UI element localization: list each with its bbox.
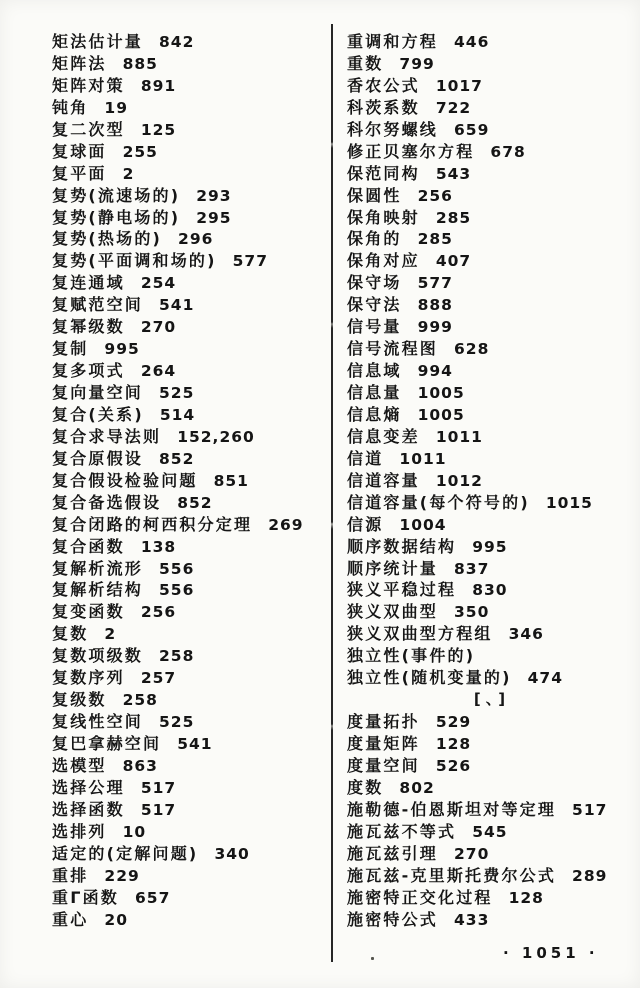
entry-page-number: 2 [104, 625, 117, 644]
entry-term: 独立性(随机变量的) [347, 668, 512, 688]
entry-page-number: 999 [417, 318, 453, 337]
entry-term: 信道 [347, 448, 384, 468]
entry-term: 修正贝塞尔方程 [347, 141, 475, 161]
entry-page-number: 254 [140, 274, 177, 293]
entry-term: 顺序数据结构 [347, 536, 457, 556]
entry-page-number: 270 [454, 844, 490, 863]
index-entry [347, 601, 637, 623]
index-entry [52, 426, 330, 448]
entry-page-number: 446 [454, 33, 490, 51]
entry-term: 复合(关系) [52, 404, 144, 424]
index-entry [347, 799, 637, 821]
entry-term: 信号量 [347, 317, 402, 337]
entry-page-number: 152,260 [177, 427, 255, 446]
index-entry [347, 645, 637, 667]
index-entry [52, 711, 330, 733]
entry-page-number: 264 [140, 362, 177, 381]
entry-page-number: 517 [140, 800, 177, 819]
entry-page-number: 529 [435, 713, 472, 732]
index-entry [347, 250, 637, 272]
index-entry [52, 645, 330, 667]
index-entry [347, 53, 637, 75]
entry-page-number: 256 [417, 186, 453, 205]
entry-term: 复数项级数 [52, 646, 144, 666]
entry-page-number: 257 [140, 669, 177, 688]
index-entry [347, 31, 637, 53]
entry-page-number: 545 [472, 822, 508, 841]
entry-page-number: 995 [472, 537, 508, 556]
entry-page-number: 128 [435, 735, 472, 753]
entry-term: 信源 [347, 514, 384, 534]
index-entry [347, 163, 637, 185]
scan-speck-artifact [371, 957, 374, 960]
entry-term: 复合原假设 [52, 448, 144, 468]
entry-term: 复线性空间 [52, 712, 144, 732]
index-entry [52, 887, 330, 909]
entry-term: 保范同构 [347, 163, 420, 183]
index-entry [347, 492, 637, 514]
index-entry [52, 799, 330, 821]
index-left-column [52, 31, 330, 930]
entry-term: 保角的 [347, 229, 402, 249]
index-entry [347, 777, 637, 799]
entry-term: 信号流程图 [347, 339, 439, 359]
entry-page-number: 891 [140, 76, 177, 95]
section-marker: [、] [473, 690, 511, 709]
entry-term: 信道容量 [347, 470, 420, 490]
index-entry [347, 360, 637, 382]
entry-page-number: 295 [196, 208, 232, 227]
entry-page-number: 525 [159, 384, 195, 402]
entry-term: 科尔努螺线 [347, 119, 439, 139]
index-entry [52, 470, 330, 492]
entry-term: 复幂级数 [52, 317, 125, 337]
index-entry [347, 558, 637, 580]
index-entry [52, 316, 330, 338]
index-entry [347, 272, 637, 294]
index-entry [52, 514, 330, 536]
entry-term: 狭义双曲型方程组 [347, 624, 493, 644]
entry-term: 科茨系数 [347, 97, 420, 117]
entry-page-number: 885 [122, 54, 158, 73]
entry-term: 施勒德-伯恩斯坦对等定理 [347, 799, 557, 819]
index-entry [52, 163, 330, 185]
entry-page-number: 19 [104, 98, 128, 117]
index-entry [52, 75, 330, 97]
entry-page-number: 407 [435, 252, 472, 271]
entry-page-number: 125 [140, 120, 177, 139]
entry-page-number: 346 [508, 625, 544, 644]
index-entry [52, 294, 330, 316]
entry-term: 施瓦兹-克里斯托费尔公式 [347, 865, 557, 885]
entry-term: 复合备选假设 [52, 492, 162, 512]
entry-term: 香农公式 [347, 75, 420, 95]
entry-page-number: 255 [122, 142, 158, 161]
entry-page-number: 526 [435, 756, 472, 775]
entry-page-number: 556 [159, 559, 195, 578]
entry-page-number: 293 [196, 186, 232, 205]
entry-term: 矩法估计量 [52, 32, 144, 51]
entry-term: 度数 [347, 777, 384, 797]
entry-term: 复势(流速场的) [52, 185, 181, 205]
index-entry [52, 31, 330, 53]
entry-page-number: 994 [417, 362, 453, 381]
index-entry [347, 207, 637, 229]
entry-page-number: 577 [417, 274, 453, 293]
index-entry [52, 623, 330, 645]
entry-page-number: 10 [122, 822, 147, 841]
index-entry [52, 338, 330, 360]
entry-term: 复巴拿赫空间 [52, 734, 162, 753]
entry-term: 信息量 [347, 383, 402, 402]
index-entry [347, 185, 637, 207]
index-entry [347, 119, 637, 141]
index-entry [347, 843, 637, 865]
index-entry [347, 75, 637, 97]
entry-term: 复势(平面调和场的) [52, 251, 217, 271]
entry-page-number: 514 [159, 405, 196, 424]
entry-page-number: 1011 [399, 449, 447, 468]
entry-term: 保角映射 [347, 207, 420, 227]
entry-page-number: 350 [454, 603, 490, 622]
index-entry [52, 250, 330, 272]
entry-term: 矩阵法 [52, 53, 107, 73]
index-entry [347, 338, 637, 360]
entry-term: 矩阵对策 [52, 75, 125, 95]
entry-term: 施瓦兹引理 [347, 843, 439, 863]
entry-page-number: 852 [177, 493, 213, 512]
entry-term: 狭义双曲型 [347, 602, 439, 622]
index-entry [52, 404, 330, 426]
entry-term: 复合函数 [52, 536, 125, 556]
entry-term: 独立性(事件的) [347, 646, 476, 666]
entry-page-number: 628 [454, 340, 490, 359]
entry-page-number: 852 [159, 449, 195, 468]
entry-term: 施瓦兹不等式 [347, 821, 457, 841]
entry-page-number: 296 [178, 230, 214, 249]
entry-term: 施密特正交化过程 [347, 887, 493, 907]
entry-page-number: 285 [417, 230, 453, 249]
index-entry [52, 360, 330, 382]
entry-page-number: 837 [454, 559, 490, 578]
index-entry [347, 97, 637, 119]
entry-page-number: 258 [159, 647, 195, 666]
index-entry [347, 141, 637, 163]
entry-term: 复级数 [52, 690, 107, 710]
entry-page-number: 1004 [399, 515, 447, 534]
entry-term: 复多项式 [52, 361, 125, 381]
entry-page-number: 229 [104, 866, 140, 885]
entry-page-number: 256 [140, 603, 177, 622]
entry-term: 信息熵 [347, 404, 402, 424]
entry-page-number: 1005 [417, 384, 465, 402]
index-entry [347, 228, 637, 250]
entry-term: 施密特公式 [347, 909, 439, 929]
index-entry [52, 689, 330, 711]
index-entry [347, 536, 637, 558]
index-entry [347, 711, 637, 733]
index-entry [52, 228, 330, 250]
entry-page-number: 474 [527, 669, 563, 688]
index-entry [347, 887, 637, 909]
entry-term: 重Γ函数 [52, 887, 119, 907]
entry-term: 选模型 [52, 755, 107, 775]
entry-term: 复二次型 [52, 119, 125, 139]
entry-page-number: 258 [122, 691, 158, 710]
index-entry [52, 448, 330, 470]
entry-page-number: 657 [135, 888, 171, 907]
index-entry [52, 207, 330, 229]
entry-page-number: 678 [490, 142, 526, 161]
index-entry [347, 579, 637, 601]
entry-term: 重排 [52, 865, 89, 885]
entry-page-number: 1017 [435, 76, 483, 95]
entry-page-number: 995 [104, 340, 140, 359]
entry-term: 重数 [347, 53, 384, 73]
entry-page-number: 543 [435, 164, 472, 183]
entry-term: 复合假设检验问题 [52, 470, 198, 490]
entry-term: 复合求导法则 [52, 426, 162, 446]
index-entry [52, 97, 330, 119]
column-divider [331, 24, 333, 962]
entry-term: 度量空间 [347, 755, 420, 775]
entry-term: 复连通域 [52, 273, 125, 293]
index-entry [52, 272, 330, 294]
entry-term: 复赋范空间 [52, 295, 144, 315]
entry-page-number: 20 [104, 910, 128, 929]
entry-term: 度量矩阵 [347, 734, 420, 753]
entry-term: 信息域 [347, 361, 402, 381]
entry-term: 复变函数 [52, 602, 125, 622]
entry-term: 选择函数 [52, 799, 125, 819]
index-entry [52, 821, 330, 843]
entry-page-number: 802 [399, 778, 435, 797]
index-entry [52, 141, 330, 163]
entry-page-number: 340 [214, 844, 250, 863]
index-entry [52, 558, 330, 580]
index-entry [347, 514, 637, 536]
index-entry [347, 733, 637, 755]
index-entry [52, 865, 330, 887]
index-entry [52, 601, 330, 623]
index-entry [52, 755, 330, 777]
entry-page-number: 289 [572, 866, 608, 885]
index-entry [52, 119, 330, 141]
index-entry [52, 843, 330, 865]
entry-term: 复平面 [52, 163, 107, 183]
entry-term: 复解析结构 [52, 580, 144, 600]
entry-page-number: 433 [454, 910, 490, 929]
entry-page-number: 863 [122, 756, 158, 775]
index-entry [347, 426, 637, 448]
entry-term: 复向量空间 [52, 383, 144, 402]
index-entry [52, 777, 330, 799]
entry-term: 保守场 [347, 273, 402, 293]
entry-term: 保圆性 [347, 185, 402, 205]
index-entry [347, 294, 637, 316]
entry-term: 保角对应 [347, 251, 420, 271]
index-entry [347, 667, 637, 689]
entry-term: 重心 [52, 909, 89, 929]
entry-page-number: 128 [508, 888, 544, 907]
entry-term: 复解析流形 [52, 558, 144, 578]
entry-term: 复势(热场的) [52, 229, 163, 249]
entry-page-number: 541 [177, 735, 213, 753]
entry-term: 保守法 [347, 295, 402, 315]
index-entry [347, 755, 637, 777]
entry-term: 复合闭路的柯西积分定理 [52, 514, 253, 534]
entry-page-number: 525 [159, 713, 195, 732]
entry-term: 复球面 [52, 141, 107, 161]
entry-term: 复数 [52, 624, 89, 644]
entry-page-number: 842 [159, 33, 195, 51]
entry-term: 钝角 [52, 97, 89, 117]
entry-term: 狭义平稳过程 [347, 580, 457, 600]
index-entry [52, 909, 330, 931]
entry-term: 度量拓扑 [347, 712, 420, 732]
entry-term: 适定的(定解问题) [52, 843, 199, 863]
index-entry [52, 382, 330, 404]
entry-term: 信息变差 [347, 426, 420, 446]
index-entry [52, 536, 330, 558]
page-number: · 1051 · [503, 944, 599, 962]
entry-page-number: 1015 [545, 493, 593, 512]
entry-page-number: 138 [140, 537, 177, 556]
entry-page-number: 888 [417, 296, 453, 315]
index-entry [347, 404, 637, 426]
entry-term: 重调和方程 [347, 32, 439, 51]
entry-page-number: 269 [268, 515, 304, 534]
entry-term: 选排列 [52, 821, 107, 841]
entry-page-number: 851 [213, 471, 249, 490]
entry-page-number: 2 [122, 164, 135, 183]
entry-page-number: 517 [572, 800, 608, 819]
entry-page-number: 517 [140, 778, 177, 797]
index-right-column [347, 31, 637, 930]
entry-page-number: 541 [159, 296, 195, 315]
entry-page-number: 285 [435, 208, 472, 227]
index-entry [52, 733, 330, 755]
index-entry [347, 909, 637, 931]
index-entry [347, 865, 637, 887]
entry-page-number: 556 [159, 581, 195, 600]
index-entry [52, 579, 330, 601]
index-entry [52, 53, 330, 75]
entry-page-number: 1005 [417, 405, 465, 424]
entry-term: 选择公理 [52, 777, 125, 797]
entry-term: 复势(静电场的) [52, 207, 181, 227]
entry-page-number: 1012 [435, 471, 483, 490]
entry-page-number: 830 [472, 581, 508, 600]
entry-term: 信道容量(每个符号的) [347, 492, 530, 512]
entry-page-number: 659 [454, 120, 490, 139]
index-entry [347, 448, 637, 470]
entry-page-number: 799 [399, 54, 435, 73]
index-entry [347, 382, 637, 404]
entry-page-number: 577 [232, 252, 268, 271]
entry-term: 顺序统计量 [347, 558, 439, 578]
entry-page-number: 1011 [435, 427, 483, 446]
index-entry [52, 185, 330, 207]
index-entry [347, 821, 637, 843]
index-entry [347, 470, 637, 492]
entry-term: 复数序列 [52, 668, 125, 688]
index-entry [52, 667, 330, 689]
index-entry [52, 492, 330, 514]
entry-term: 复制 [52, 339, 89, 359]
index-entry [347, 623, 637, 645]
entry-page-number: 270 [140, 318, 177, 337]
index-entry [347, 316, 637, 338]
entry-page-number: 722 [435, 98, 472, 117]
